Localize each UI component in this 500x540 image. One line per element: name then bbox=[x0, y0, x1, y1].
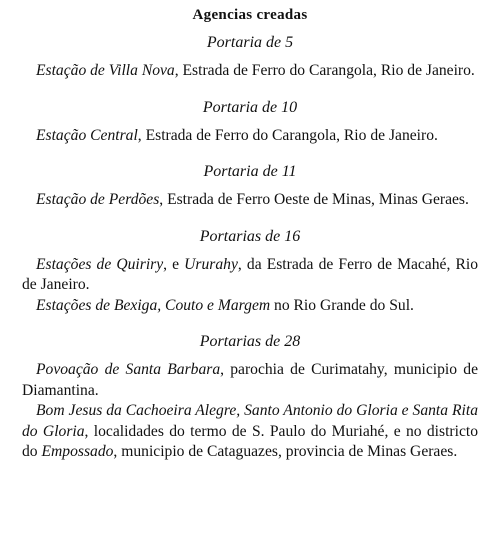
section-title: Portaria de 10 bbox=[202, 98, 298, 116]
place-name: Estação de Perdões bbox=[36, 191, 160, 208]
paragraph bbox=[22, 190, 478, 211]
paragraph bbox=[22, 296, 478, 317]
place-name: Bom Jesus da Cachoeira Alegre, Santo Antonio do Gloria e Santa Rita do Gloria bbox=[22, 402, 478, 440]
section-title: Portarias de 28 bbox=[199, 333, 301, 350]
section-portaria-5 bbox=[22, 33, 478, 82]
paragraph-text: , e bbox=[163, 255, 185, 273]
page-heading: Agencias creadas bbox=[192, 7, 308, 23]
paragraph-text: , municipio de Cataguazes, provincia de Minas Geraes. bbox=[113, 443, 458, 460]
paragraph-text: , Estrada de Ferro do Carangola, Rio de Janeiro. bbox=[174, 62, 475, 79]
section-portaria-10 bbox=[22, 98, 478, 147]
section-title: Portaria de 11 bbox=[203, 163, 297, 180]
paragraph bbox=[22, 255, 478, 296]
paragraph-text: no Rio Grande do Sul. bbox=[270, 296, 414, 314]
paragraph-text: , Estrada de Ferro do Carangola, Rio de Janeiro. bbox=[137, 126, 438, 144]
place-name: Empossado bbox=[41, 443, 114, 460]
section-portaria-11 bbox=[22, 162, 478, 211]
paragraph bbox=[22, 360, 478, 401]
section-title: Portaria de 5 bbox=[206, 34, 294, 51]
place-name: Estação Central bbox=[36, 126, 138, 144]
paragraph-text: , da Estrada de Ferro de Macahé, Rio de Janeiro. bbox=[22, 255, 478, 293]
section-title: Portarias de 16 bbox=[199, 227, 301, 245]
section-portarias-16 bbox=[22, 227, 478, 317]
place-name: Estações de Bexiga, Couto e Margem bbox=[36, 296, 271, 314]
paragraph-text: , Estrada de Ferro Oeste de Minas, Minas Geraes. bbox=[159, 191, 469, 208]
section-portarias-28 bbox=[22, 332, 478, 463]
place-name: Estações de Quiriry bbox=[36, 255, 164, 273]
place-name: Estação de Villa Nova bbox=[36, 62, 175, 79]
paragraph bbox=[22, 61, 478, 82]
paragraph-text: , localidades do termo de S. Paulo do Muriahé, e no districto do bbox=[22, 422, 478, 460]
place-name: Povoação de Santa Barbara bbox=[36, 361, 221, 378]
place-name: Ururahy bbox=[184, 255, 238, 273]
paragraph-text: , parochia de Curimatahy, municipio de Diamantina. bbox=[22, 361, 479, 399]
paragraph bbox=[22, 126, 478, 147]
paragraph bbox=[22, 401, 478, 463]
